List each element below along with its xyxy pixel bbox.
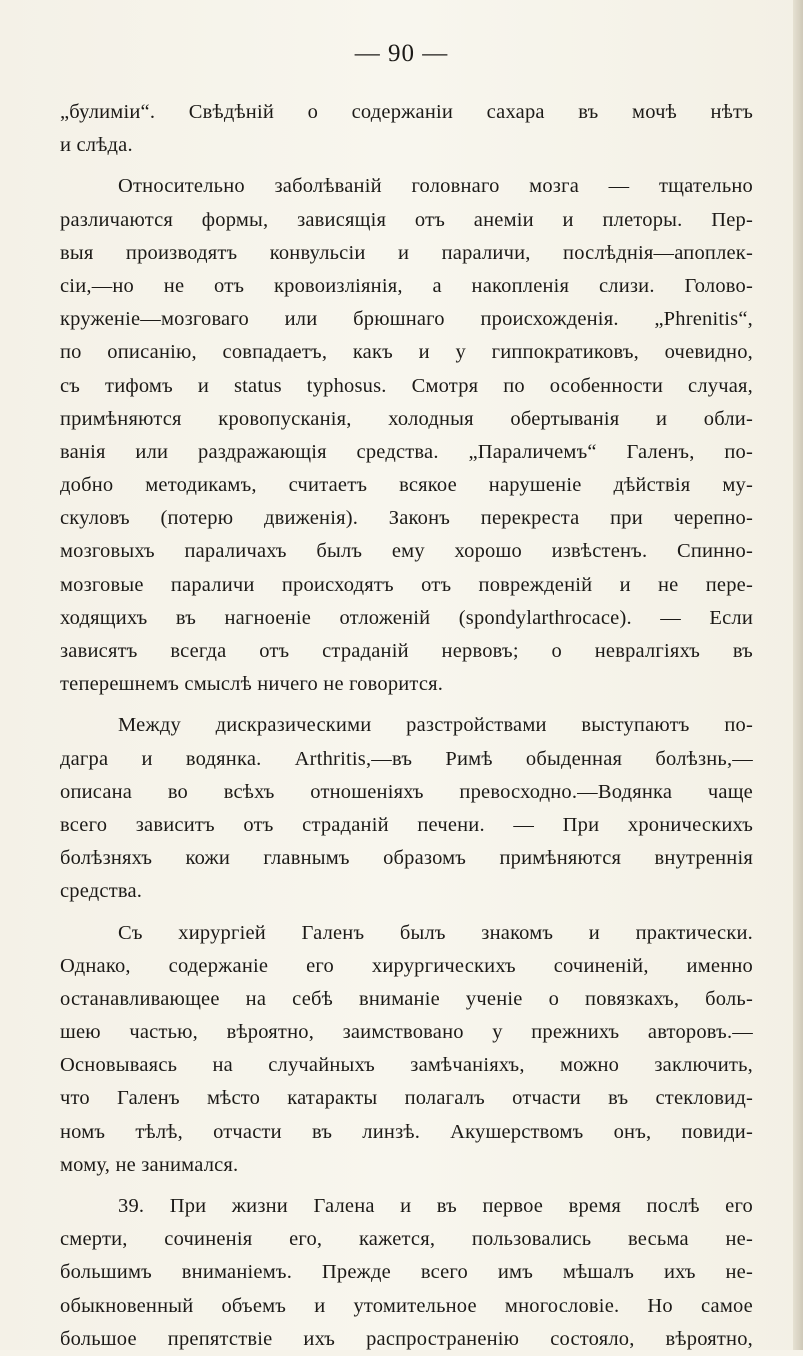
text-line: круженіе—мозговаго или брюшнаго происхожденія. „Phrenitis“, [60, 308, 753, 331]
text-line: всего зависитъ отъ страданій печени. — При хроническихъ [60, 813, 753, 836]
text-line: дагра и водянка. Arthritis,—въ Римѣ обыденная болѣзнь,— [60, 747, 753, 770]
text-line: мому, не занимался. [60, 1153, 239, 1176]
text-line: большимъ вниманіемъ. Прежде всего имъ мѣшалъ ихъ не- [60, 1261, 753, 1284]
text-line: мозговыхъ параличахъ былъ ему хорошо извѣстенъ. Спинно- [60, 540, 753, 563]
text-line: ходящихъ въ нагноеніе отложеній (spondylarthrocace). — Если [60, 606, 753, 629]
text-line: останавливающее на себѣ вниманіе ученіе о повязкахъ, боль- [60, 987, 753, 1010]
text-line: и слѣда. [60, 134, 133, 157]
text-line: различаются формы, зависящія отъ анеміи и плеторы. Пер- [60, 208, 753, 231]
text-line: большое препятствіе ихъ распространенію состояло, вѣроятно, [60, 1327, 753, 1350]
text-line: Относительно заболѣваній головнаго мозга — тщательно [118, 175, 753, 198]
page-number: — 90 — [354, 40, 449, 67]
body-text [60, 96, 753, 1356]
text-line: скуловъ (потерю движенія). Законъ перекреста при черепно- [60, 507, 753, 530]
text-line: обыкновенный объемъ и утомительное многословіе. Но самое [60, 1294, 753, 1317]
text-line: Съ хирургіей Галенъ былъ знакомъ и практически. [118, 921, 753, 944]
text-line: „булиміи“. Свѣдѣній о содержаніи сахара въ мочѣ нѣтъ [60, 101, 753, 123]
text-line: по описанію, совпадаетъ, какъ и у гиппократиковъ, очевидно, [60, 341, 753, 364]
text-line: шею частью, вѣроятно, заимствовано у прежнихъ авторовъ.— [60, 1021, 753, 1044]
text-line: сіи,—но не отъ кровоизліянія, а накопленія слизи. Голово- [60, 274, 753, 297]
text-line: что Галенъ мѣсто катаракты полагалъ отчасти въ стекловид- [60, 1087, 753, 1110]
text-line: зависятъ всегда отъ страданій нервовъ; о невралгіяхъ въ [60, 640, 753, 662]
text-line: ванія или раздражающія средства. „Параличемъ“ Галенъ, по- [60, 440, 753, 463]
text-line: болѣзняхъ кожи главнымъ образомъ примѣняются внутреннія [60, 847, 753, 870]
text-line: выя производятъ конвульсіи и параличи, послѣднія—апоплек- [60, 241, 753, 264]
text-line: Основываясь на случайныхъ замѣчаніяхъ, можно заключить, [60, 1054, 753, 1077]
text-line: Между дискразическими разстройствами выступаютъ по- [118, 714, 753, 737]
text-line: примѣняются кровопусканія, холодныя обертыванія и обли- [60, 407, 753, 430]
text-line: средства. [60, 880, 143, 903]
text-line: смерти, сочиненія его, кажется, пользовались весьма не- [60, 1228, 753, 1251]
text-line: номъ тѣлѣ, отчасти въ линзѣ. Акушерствомъ онъ, повиди- [60, 1120, 753, 1143]
text-line: описана во всѣхъ отношеніяхъ превосходно.—Водянка чаще [60, 780, 753, 803]
text-line: теперешнемъ смыслѣ ничего не говорится. [60, 673, 444, 696]
text-line: мозговые параличи происходятъ отъ поврежденій и не пере- [60, 573, 753, 596]
text-line: Однако, содержаніе его хирургическихъ сочиненій, именно [60, 954, 753, 977]
text-line: 39. При жизни Галена и въ первое время послѣ его [118, 1195, 753, 1217]
page-gutter [793, 0, 803, 1350]
text-line: добно методикамъ, считаетъ всякое нарушеніе дѣйствія му- [60, 474, 753, 497]
text-line: съ тифомъ и status typhosus. Смотря по особенности случая, [60, 374, 753, 397]
